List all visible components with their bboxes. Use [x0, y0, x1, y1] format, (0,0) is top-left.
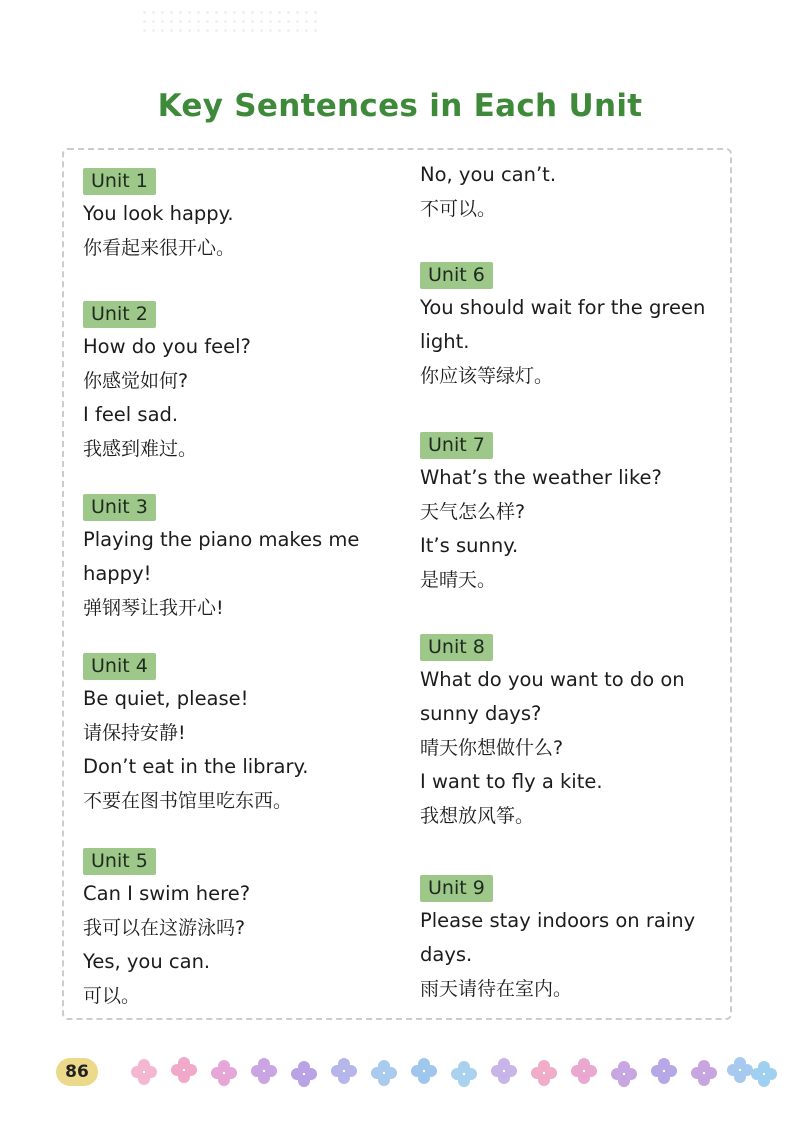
sentence: Be quiet, please!: [83, 687, 249, 710]
flower-icon: [211, 1060, 237, 1086]
sentence: I want to fly a kite.: [420, 770, 603, 793]
translation: 可以。: [83, 985, 141, 1007]
unit-badge: Unit 3: [83, 494, 156, 521]
unit-badge: Unit 9: [420, 875, 493, 902]
unit-badge: Unit 6: [420, 262, 493, 289]
unit-9: [420, 875, 730, 1006]
translation: 不可以。: [420, 198, 497, 220]
translation: 弹钢琴让我开心!: [83, 597, 224, 619]
sentence: light.: [420, 330, 470, 353]
translation: 天气怎么样?: [420, 501, 526, 523]
flower-icon: [171, 1057, 197, 1083]
sentence: Yes, you can.: [83, 950, 211, 973]
flower-icon: [727, 1057, 753, 1083]
top-decoration: [140, 8, 320, 36]
sentence: happy!: [83, 562, 152, 585]
sentence: days.: [420, 943, 473, 966]
translation: 晴天你想做什么?: [420, 737, 564, 759]
sentence: You should wait for the green: [420, 296, 706, 319]
unit-badge: Unit 8: [420, 634, 493, 661]
flower-icon: [691, 1060, 717, 1086]
translation: 我可以在这游泳吗?: [83, 917, 246, 939]
sentence: No, you can’t.: [420, 163, 557, 186]
page-number: 86: [56, 1058, 98, 1086]
unit-badge: Unit 1: [83, 168, 156, 195]
translation: 不要在图书馆里吃东西。: [83, 790, 293, 812]
sentence: Playing the piano makes me: [83, 528, 360, 551]
flower-icon: [571, 1058, 597, 1084]
translation: 你看起来很开心。: [83, 237, 236, 259]
unit-4: [83, 653, 388, 818]
translation: 是晴天。: [420, 569, 497, 591]
unit-2: [83, 301, 388, 466]
unit-1: [83, 168, 388, 265]
flower-icon: [331, 1058, 357, 1084]
unit-5-continued: [420, 158, 730, 226]
unit-badge: Unit 2: [83, 301, 156, 328]
flower-icon: [131, 1059, 157, 1085]
flower-icon: [611, 1061, 637, 1087]
unit-6: [420, 262, 730, 393]
sentence: How do you feel?: [83, 335, 251, 358]
translation: 雨天请待在室内。: [420, 978, 573, 1000]
sentence: You look happy.: [83, 202, 234, 225]
sentence: It’s sunny.: [420, 534, 519, 557]
flower-icon: [651, 1058, 677, 1084]
flower-icon: [531, 1060, 557, 1086]
sentence: Please stay indoors on rainy: [420, 909, 696, 932]
sentence: What’s the weather like?: [420, 466, 662, 489]
flower-icon: [411, 1058, 437, 1084]
sentence: Can I swim here?: [83, 882, 251, 905]
flower-icon: [251, 1058, 277, 1084]
flower-icon: [451, 1061, 477, 1087]
unit-7: [420, 432, 730, 597]
unit-badge: Unit 7: [420, 432, 493, 459]
translation: 你应该等绿灯。: [420, 365, 554, 387]
flower-icon: [291, 1061, 317, 1087]
flower-icon: [751, 1061, 777, 1087]
unit-8: [420, 634, 730, 833]
flower-border: [128, 1052, 778, 1096]
unit-badge: Unit 4: [83, 653, 156, 680]
translation: 你感觉如何?: [83, 370, 189, 392]
sentence: Don’t eat in the library.: [83, 755, 309, 778]
unit-badge: Unit 5: [83, 848, 156, 875]
sentence: sunny days?: [420, 702, 542, 725]
unit-5: [83, 848, 388, 1013]
sentence: I feel sad.: [83, 403, 179, 426]
flower-icon: [491, 1058, 517, 1084]
flower-icon: [371, 1060, 397, 1086]
translation: 请保持安静!: [83, 722, 186, 744]
translation: 我想放风筝。: [420, 805, 535, 827]
page-title: Key Sentences in Each Unit: [157, 88, 643, 124]
unit-3: [83, 494, 388, 625]
translation: 我感到难过。: [83, 438, 198, 460]
sentence: What do you want to do on: [420, 668, 685, 691]
